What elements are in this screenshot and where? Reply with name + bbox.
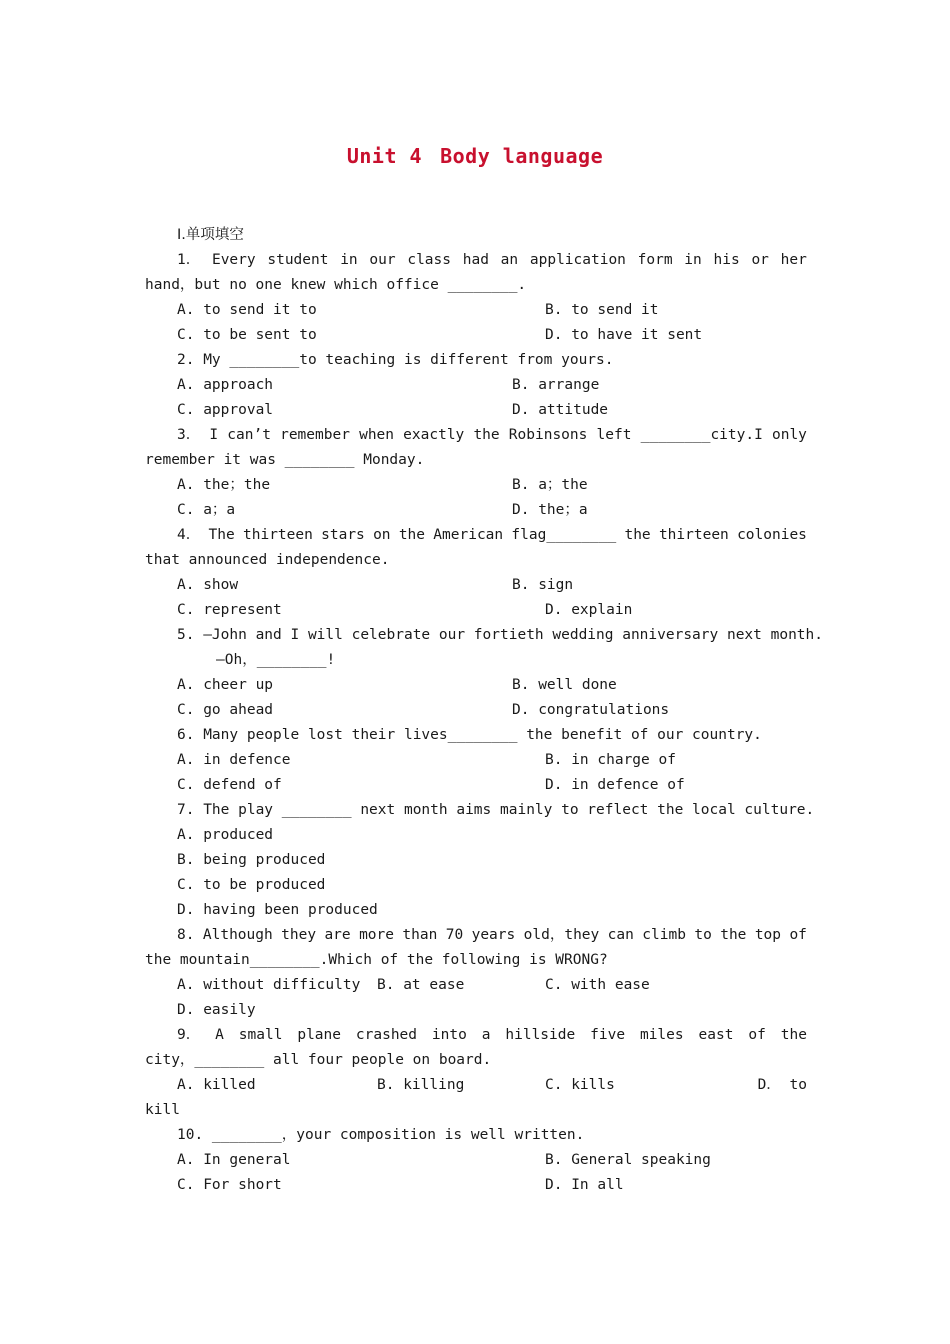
word: years: [471, 927, 516, 943]
word: a: [481, 1027, 491, 1043]
word: American: [433, 527, 504, 543]
option-d[interactable]: D. having been produced: [177, 902, 378, 918]
option-b[interactable]: B. sign: [512, 577, 574, 593]
word: Robinsons: [508, 427, 588, 443]
question-4-options-ab: [145, 573, 807, 598]
option-c[interactable]: C. represent: [177, 602, 282, 618]
question-5-line-2: —Oh，________!: [216, 652, 336, 668]
question-8-options-abc: [145, 973, 807, 998]
option-a[interactable]: A. the；the: [177, 477, 271, 493]
option-a[interactable]: A. approach: [177, 377, 274, 393]
question-4-options-cd: [145, 598, 807, 623]
option-b[interactable]: B. General speaking: [545, 1152, 711, 1168]
word: the: [780, 1027, 807, 1043]
word: had: [462, 252, 489, 268]
word: colonies: [737, 527, 807, 543]
word: top: [754, 927, 782, 943]
option-c[interactable]: C. defend of: [177, 777, 282, 793]
option-a[interactable]: A. cheer up: [177, 677, 274, 693]
option-a[interactable]: A. killed: [177, 1077, 256, 1093]
word: in: [684, 252, 702, 268]
question-9-line-2: city，________ all four people on board.: [145, 1052, 492, 1068]
option-b[interactable]: B. being produced: [177, 852, 326, 868]
word: student: [267, 252, 329, 268]
option-d[interactable]: D. congratulations: [512, 702, 670, 718]
word: miles: [639, 1027, 684, 1043]
option-d[interactable]: D. in defence of: [545, 777, 685, 793]
question-1-options-ab: [145, 298, 807, 323]
word: thirteen: [243, 527, 313, 543]
word: crashed: [355, 1027, 418, 1043]
option-c[interactable]: C. go ahead: [177, 702, 274, 718]
option-b[interactable]: B. arrange: [512, 377, 600, 393]
option-c[interactable]: C. to be produced: [177, 877, 326, 893]
question-1-line-2: hand，but no one knew which office ________.: [145, 277, 527, 293]
option-a[interactable]: A. to send it to: [177, 302, 317, 318]
question-1-line-1: [145, 248, 807, 273]
word: the: [398, 527, 426, 543]
word: class: [407, 252, 451, 268]
question-3-options-ab: [145, 473, 807, 498]
word: five: [590, 1027, 626, 1043]
question-5-options-cd: [145, 698, 807, 723]
option-c[interactable]: C. to be sent to: [177, 327, 317, 343]
word: the: [624, 527, 651, 543]
word: her: [780, 252, 807, 268]
title-topic: Body language: [440, 144, 604, 168]
word: in: [340, 252, 358, 268]
word: climb: [642, 927, 686, 943]
word: plane: [297, 1027, 341, 1043]
option-c[interactable]: C. kills: [545, 1077, 615, 1093]
title-unit: Unit 4: [346, 144, 423, 168]
word: application: [529, 252, 626, 268]
option-a[interactable]: A. show: [177, 577, 239, 593]
option-c[interactable]: C. approval: [177, 402, 274, 418]
word: can: [607, 927, 634, 943]
question-4-line-2: that announced independence.: [145, 552, 390, 568]
word: 3．: [177, 427, 201, 443]
word: ________city.I: [640, 427, 763, 443]
word: into: [431, 1027, 467, 1043]
word: of: [748, 1027, 766, 1043]
question-8-line-2: the mountain________.Which of the following is WRONG?: [145, 952, 608, 968]
question-5-line-1: 5. —John and I will celebrate our fortieth wedding anniversary next month.: [177, 627, 824, 643]
word: old，they: [523, 927, 600, 943]
word: his: [713, 252, 740, 268]
question-3-line-2: remember it was ________ Monday.: [145, 452, 425, 468]
question-6-options-cd: [145, 773, 807, 798]
word: of: [789, 927, 807, 943]
word: form: [637, 252, 673, 268]
word: 70: [445, 927, 464, 943]
option-d[interactable]: D. the；a: [512, 502, 588, 518]
word: an: [500, 252, 519, 268]
word: A: [215, 1027, 224, 1043]
word: Although: [202, 927, 273, 943]
option-a[interactable]: A. In general: [177, 1152, 291, 1168]
word: remember: [280, 427, 350, 443]
option-d[interactable]: D. In all: [545, 1177, 624, 1193]
word: our: [369, 252, 396, 268]
word: thirteen: [658, 527, 729, 543]
word: can’t: [227, 427, 271, 443]
word: 1．: [177, 252, 201, 268]
page-title: [0, 144, 950, 168]
option-d[interactable]: D. attitude: [512, 402, 609, 418]
word: than: [402, 927, 438, 943]
word: The: [208, 527, 235, 543]
question-3-options-cd: [145, 498, 807, 523]
option-b[interactable]: B. a；the: [512, 477, 588, 493]
word: flag________: [511, 527, 617, 543]
word: I: [209, 427, 219, 443]
option-d[interactable]: D． to: [757, 1077, 807, 1093]
word: left: [596, 427, 632, 443]
word: are: [324, 927, 351, 943]
option-b[interactable]: B. at ease: [377, 977, 465, 993]
exercise-body: [145, 223, 824, 1198]
question-6: 6. Many people lost their lives________ the benefit of our country.: [177, 727, 762, 743]
option-d[interactable]: D. explain: [545, 602, 633, 618]
word: to: [694, 927, 712, 943]
question-5-options-ab: [145, 673, 807, 698]
option-d-continued: kill: [145, 1102, 180, 1118]
question-2-options-cd: [145, 398, 807, 423]
word: hillside: [505, 1027, 576, 1043]
option-c[interactable]: C. with ease: [545, 977, 650, 993]
question-10: 10. ________，your composition is well written.: [177, 1127, 585, 1143]
question-2-options-ab: [145, 373, 807, 398]
word: small: [238, 1027, 283, 1043]
word: 8.: [177, 927, 195, 943]
word: 9．: [177, 1027, 201, 1043]
word: 4．: [177, 527, 201, 543]
question-1-options-cd: [145, 323, 807, 348]
word: Every: [211, 252, 256, 268]
question-9-options: [145, 1073, 807, 1098]
option-b[interactable]: B. killing: [377, 1077, 465, 1093]
word: only: [771, 427, 807, 443]
option-a[interactable]: A. produced: [177, 827, 274, 843]
word: or: [751, 252, 769, 268]
question-4-line-1: [145, 523, 807, 548]
option-d[interactable]: D. to have it sent: [545, 327, 703, 343]
option-b[interactable]: B. well done: [512, 677, 617, 693]
option-c[interactable]: C. a；a: [177, 502, 236, 518]
question-8-line-1: [145, 923, 807, 948]
word: when: [359, 427, 395, 443]
question-2: 2. My ________to teaching is different from yours.: [177, 352, 614, 368]
question-3-line-1: [145, 423, 807, 448]
word: more: [359, 927, 394, 943]
question-10-options-ab: [145, 1148, 807, 1173]
word: on: [373, 527, 391, 543]
option-b[interactable]: B. in charge of: [545, 752, 676, 768]
word: they: [281, 927, 317, 943]
option-d[interactable]: D. easily: [177, 1002, 256, 1018]
option-b[interactable]: B. to send it: [545, 302, 659, 318]
question-9-line-1: [145, 1023, 807, 1048]
option-c[interactable]: C. For short: [177, 1177, 282, 1193]
word: exactly: [403, 427, 465, 443]
option-a[interactable]: A. in defence: [177, 752, 291, 768]
question-7: 7. The play ________ next month aims mainly to reflect the local culture.: [177, 802, 815, 818]
word: the: [473, 427, 500, 443]
question-10-options-cd: [145, 1173, 807, 1198]
word: stars: [321, 527, 365, 543]
question-6-options-ab: [145, 748, 807, 773]
option-a[interactable]: A. without difficulty: [177, 977, 361, 993]
word: the: [720, 927, 747, 943]
word: east: [698, 1027, 734, 1043]
section-heading: Ⅰ.单项填空: [177, 227, 244, 243]
